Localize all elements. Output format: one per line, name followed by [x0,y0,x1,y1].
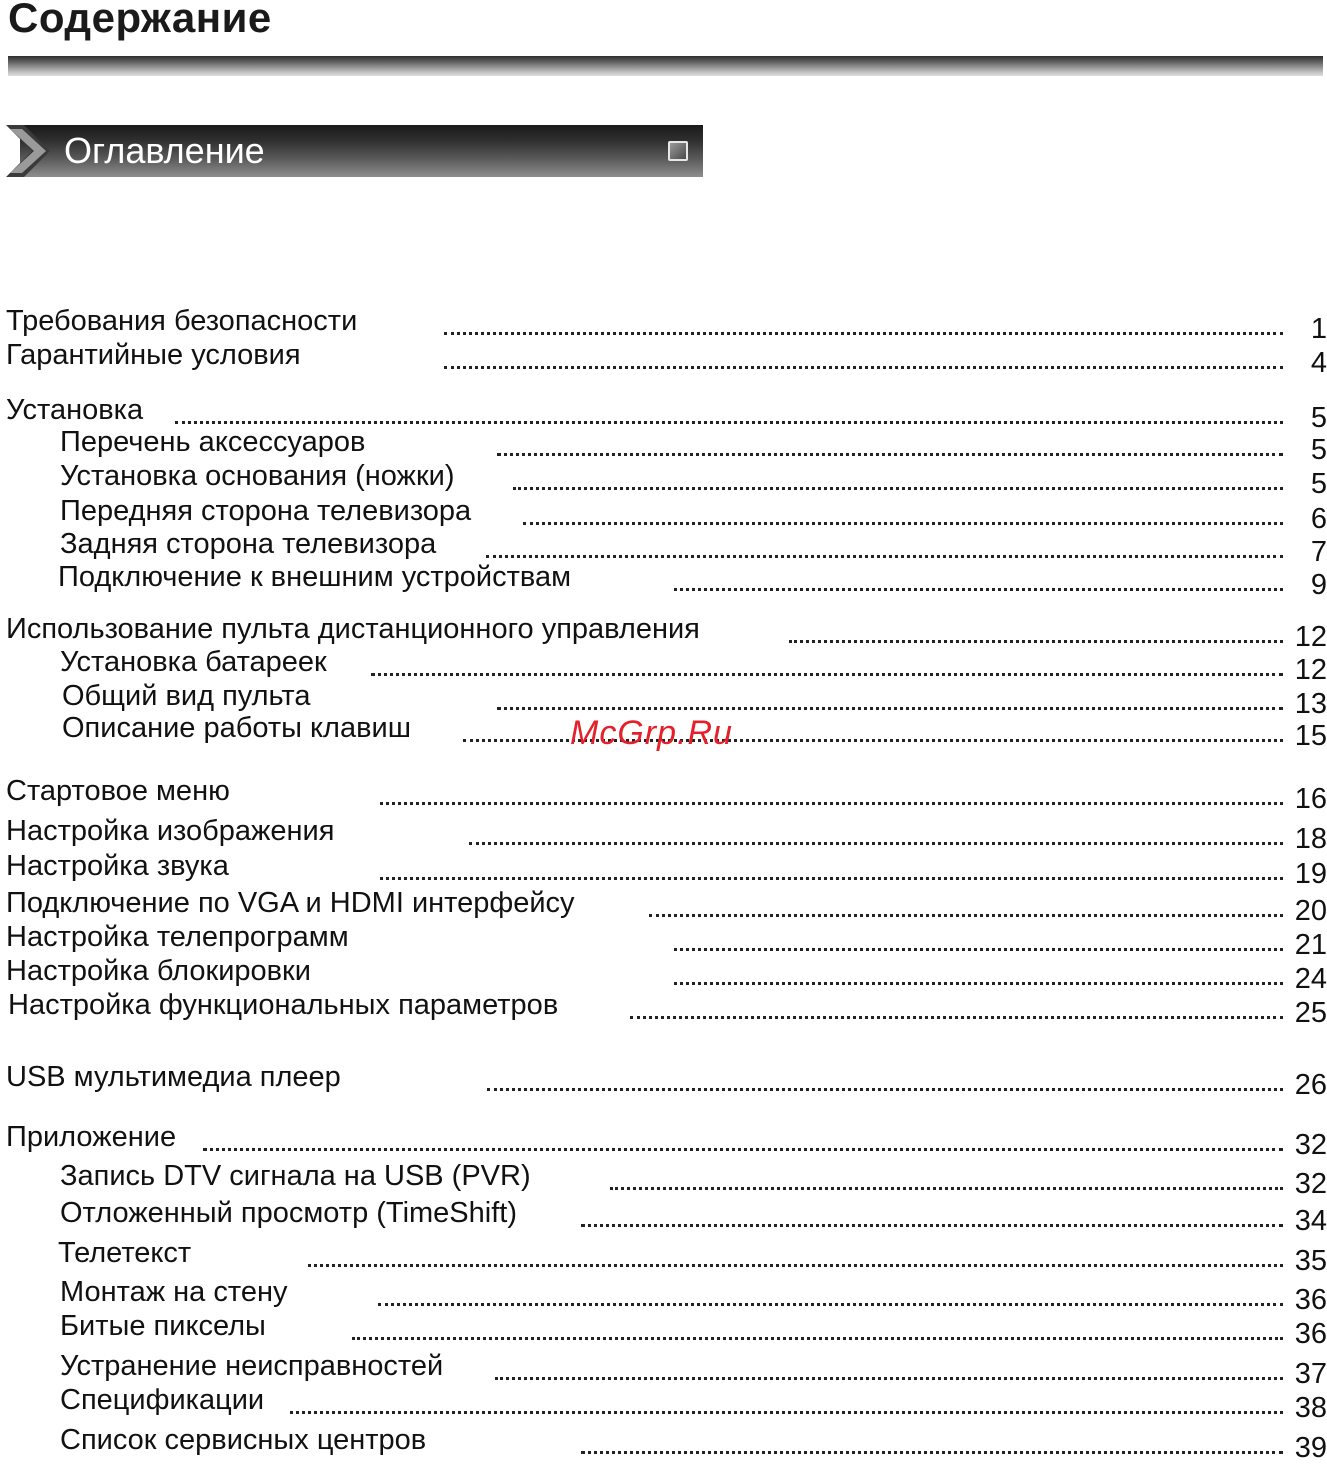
dot-leader [380,877,1283,880]
dot-leader [513,487,1283,490]
toc-entry-label: Стартовое меню [6,775,230,807]
dot-leader [487,1088,1283,1091]
toc-entry-page-number: 25 [1294,997,1327,1029]
dot-leader [674,982,1283,985]
toc-entry-label: Использование пульта дистанционного управления [6,613,700,645]
toc-entry [0,850,1327,890]
toc-entry-page-number: 5 [1310,402,1327,434]
toc-entry-page-number: 36 [1294,1284,1327,1316]
toc-entry-label: Подключение по VGA и HDMI интерфейсу [6,887,575,919]
toc-entry-label: Требования безопасности [6,305,358,337]
dot-leader [523,522,1283,525]
toc-entry-label: Устранение неисправностей [60,1350,444,1382]
watermark: McGrp.Ru [570,714,733,752]
toc-entry-page-number: 34 [1294,1205,1327,1237]
dot-leader [380,802,1283,805]
toc-entry-label: Приложение [6,1121,177,1153]
toc-entry-label: Отложенный просмотр (TimeShift) [60,1197,517,1229]
dot-leader [610,1187,1283,1190]
toc-entry-label: Спецификации [60,1384,265,1416]
section-title: Оглавление [64,130,265,171]
toc-entry [0,989,1327,1029]
toc-entry-label: Настройка телепрограмм [6,921,349,953]
toc-entry-label: Настройка функциональных параметров [8,989,559,1021]
toc-entry-page-number: 35 [1294,1245,1327,1277]
page-title: Содержание [8,0,272,41]
toc-entry-page-number: 19 [1294,858,1327,890]
dot-leader [290,1411,1283,1414]
dot-leader [674,588,1283,591]
toc-entry [0,1237,1327,1277]
toc-entry-page-number: 26 [1294,1069,1327,1101]
toc-entry [0,1384,1327,1424]
toc-entry-page-number: 38 [1294,1392,1327,1424]
dot-leader [175,421,1283,424]
dot-leader [497,707,1283,710]
toc-entry-label: Телетекст [58,1237,192,1269]
toc-entry-page-number: 9 [1310,569,1327,601]
dot-leader [581,1224,1283,1227]
dot-leader [308,1264,1283,1267]
toc-entry [0,1424,1327,1464]
toc-entry [0,815,1327,855]
toc-entry-page-number: 32 [1294,1129,1327,1161]
toc-entry-page-number: 37 [1294,1358,1327,1390]
toc-entry-label: Запись DTV сигнала на USB (PVR) [60,1160,531,1192]
toc-entry-page-number: 15 [1294,720,1327,752]
toc-entry [0,1121,1327,1161]
toc-entry [0,775,1327,815]
dot-leader [469,842,1283,845]
toc-entry [0,1197,1327,1237]
toc-entry-page-number: 39 [1294,1432,1327,1464]
toc-entry [0,1160,1327,1200]
toc-entry-label: Настройка блокировки [6,955,311,987]
toc-entry-label: Установка [6,394,144,426]
dot-leader [497,453,1283,456]
toc-entry-page-number: 36 [1294,1318,1327,1350]
toc-entry-label: Монтаж на стену [60,1276,288,1308]
toc-entry-page-number: 7 [1310,536,1327,568]
toc-entry-label: Установка батареек [60,646,327,678]
toc-entry-label: Общий вид пульта [62,680,311,712]
toc-entry-page-number: 5 [1310,468,1327,500]
toc-entry-label: Установка основания (ножки) [60,460,455,492]
toc-entry-label: Передняя сторона телевизора [60,495,472,527]
toc-entry [0,460,1327,500]
dot-leader [203,1148,1283,1151]
toc-entry [0,1061,1327,1101]
dot-leader [371,673,1283,676]
toc-entry [0,1310,1327,1350]
toc-entry-page-number: 20 [1294,895,1327,927]
toc-entry-label: Перечень аксессуаров [60,426,366,458]
toc-entry-page-number: 18 [1294,823,1327,855]
dot-leader [444,366,1283,369]
toc-entry-label: Список сервисных центров [60,1424,427,1456]
dot-leader [378,1303,1283,1306]
toc-entry-label: Задняя сторона телевизора [60,528,437,560]
toc-entry-page-number: 32 [1294,1168,1327,1200]
dot-leader [352,1337,1283,1340]
toc-entry-page-number: 5 [1310,434,1327,466]
toc-entry-page-number: 12 [1294,621,1327,653]
dot-leader [630,1016,1283,1019]
toc-entry-label: Описание работы клавиш [62,712,411,744]
dot-leader [495,1377,1283,1380]
toc-entry-label: Битые пикселы [60,1310,266,1342]
toc-entry-page-number: 16 [1294,783,1327,815]
toc-entry-label: Настройка изображения [6,815,335,847]
toc-entry [0,561,1327,601]
toc-entry-page-number: 24 [1294,963,1327,995]
dot-leader [581,1451,1283,1454]
toc-entry-page-number: 6 [1310,503,1327,535]
dot-leader [789,640,1283,643]
toc-entry-label: Настройка звука [6,850,229,882]
toc-entry-label: Подключение к внешним устройствам [58,561,572,593]
toc-entry-page-number: 21 [1294,929,1327,961]
dot-leader [486,555,1283,558]
toc-entry [0,339,1327,379]
toc-entry-label: USB мультимедиа плеер [6,1061,341,1093]
toc-entry-page-number: 13 [1294,688,1327,720]
toc-entry-page-number: 4 [1310,347,1327,379]
dot-leader [674,948,1283,951]
dot-leader [649,914,1283,917]
toc-entry-page-number: 12 [1294,654,1327,686]
toc-entry-page-number: 1 [1310,313,1327,345]
dot-leader [444,332,1283,335]
toc-entry-label: Гарантийные условия [6,339,301,371]
